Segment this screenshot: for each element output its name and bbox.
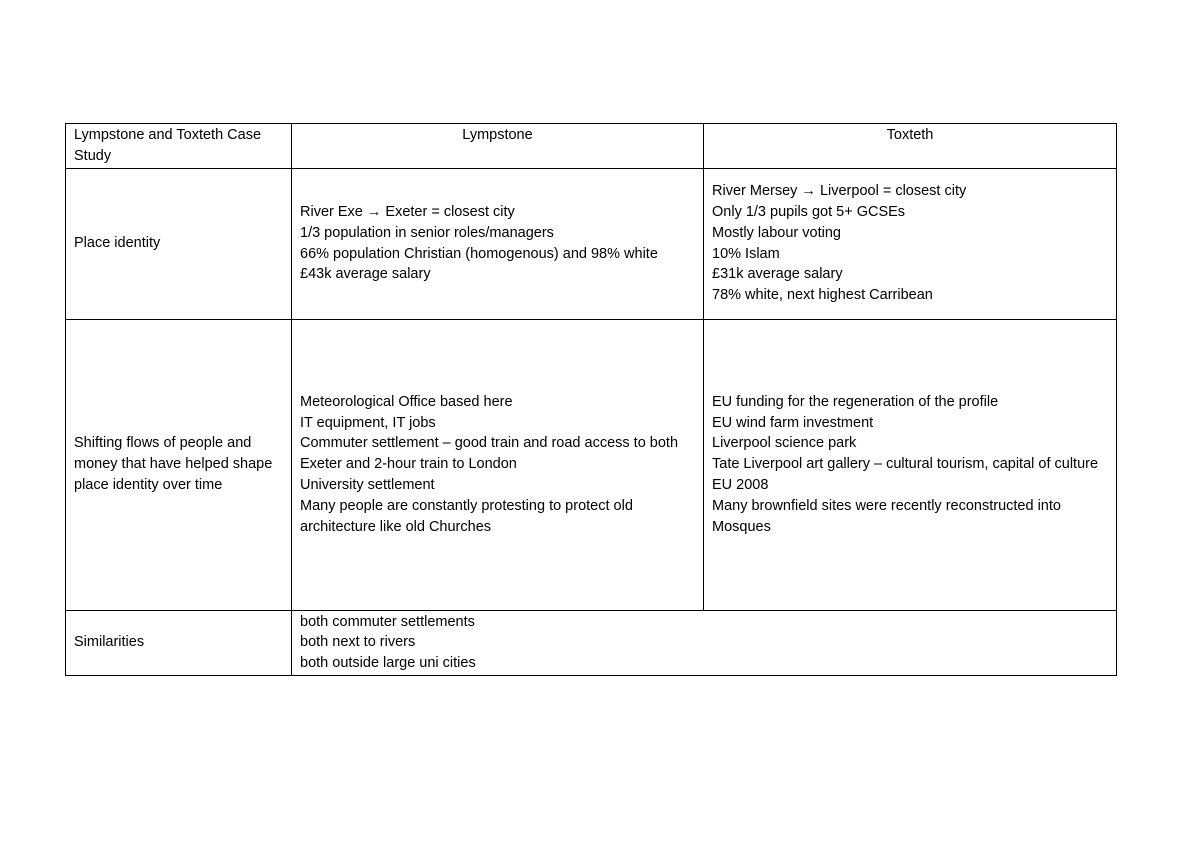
list-item: Many people are constantly protesting to protect old architecture like old Churches [300,497,633,535]
list-item: Liverpool science park [712,435,857,452]
cell-toxteth-place-identity [704,168,1117,319]
list-item: 10% Islam [712,245,780,262]
header-cell-toxteth: Toxteth [704,124,1117,169]
row-label-shifting-flows: Shifting flows of people and money that have helped shape place identity over time [66,319,292,610]
list-item: 78% white, next highest Carribean [712,287,933,304]
list-item: Mostly labour voting [712,224,841,241]
list-item: Commuter settlement – good train and road access to both Exeter and 2-hour train to London [300,435,679,473]
row-label-similarities: Similarities [66,610,292,675]
header-cell-lympstone: Lympstone [292,124,704,169]
list-item: £43k average salary [300,266,431,283]
list-item: Tate Liverpool art gallery – cultural tourism, capital of culture EU 2008 [712,456,1099,493]
table-header-row [66,124,1117,169]
list-item: both commuter settlements [300,613,475,630]
cell-toxteth-shifting-flows [704,319,1117,610]
list-item: River Exe → Exeter = closest city [300,204,515,220]
list-item: University settlement [300,476,435,493]
list-item: Many brownfield sites were recently reconstructed into Mosques [712,497,1061,535]
cell-lympstone-place-identity [292,168,704,319]
row-label-place-identity: Place identity [66,168,292,319]
list-item: IT equipment, IT jobs [300,414,436,431]
list-item: EU wind farm investment [712,414,874,431]
table-row-similarities [66,610,1117,675]
header-cell-topic: Lympstone and Toxteth Case Study [66,124,292,169]
case-study-table [65,123,1117,676]
table-row-place-identity [66,168,1117,319]
list-item: 66% population Christian (homogenous) and 98% white [300,245,658,262]
list-item: both outside large uni cities [300,655,476,672]
table-row-shifting-flows [66,319,1117,610]
list-item: River Mersey → Liverpool = closest city [712,183,967,200]
list-item: £31k average salary [712,266,843,283]
list-item: EU funding for the regeneration of the profile [712,393,999,410]
cell-similarities [292,610,1117,675]
list-item: Only 1/3 pupils got 5+ GCSEs [712,204,906,220]
cell-lympstone-shifting-flows [292,319,704,610]
list-item: 1/3 population in senior roles/managers [300,224,554,241]
list-item: Meteorological Office based here [300,393,513,410]
list-item: both next to rivers [300,634,416,651]
